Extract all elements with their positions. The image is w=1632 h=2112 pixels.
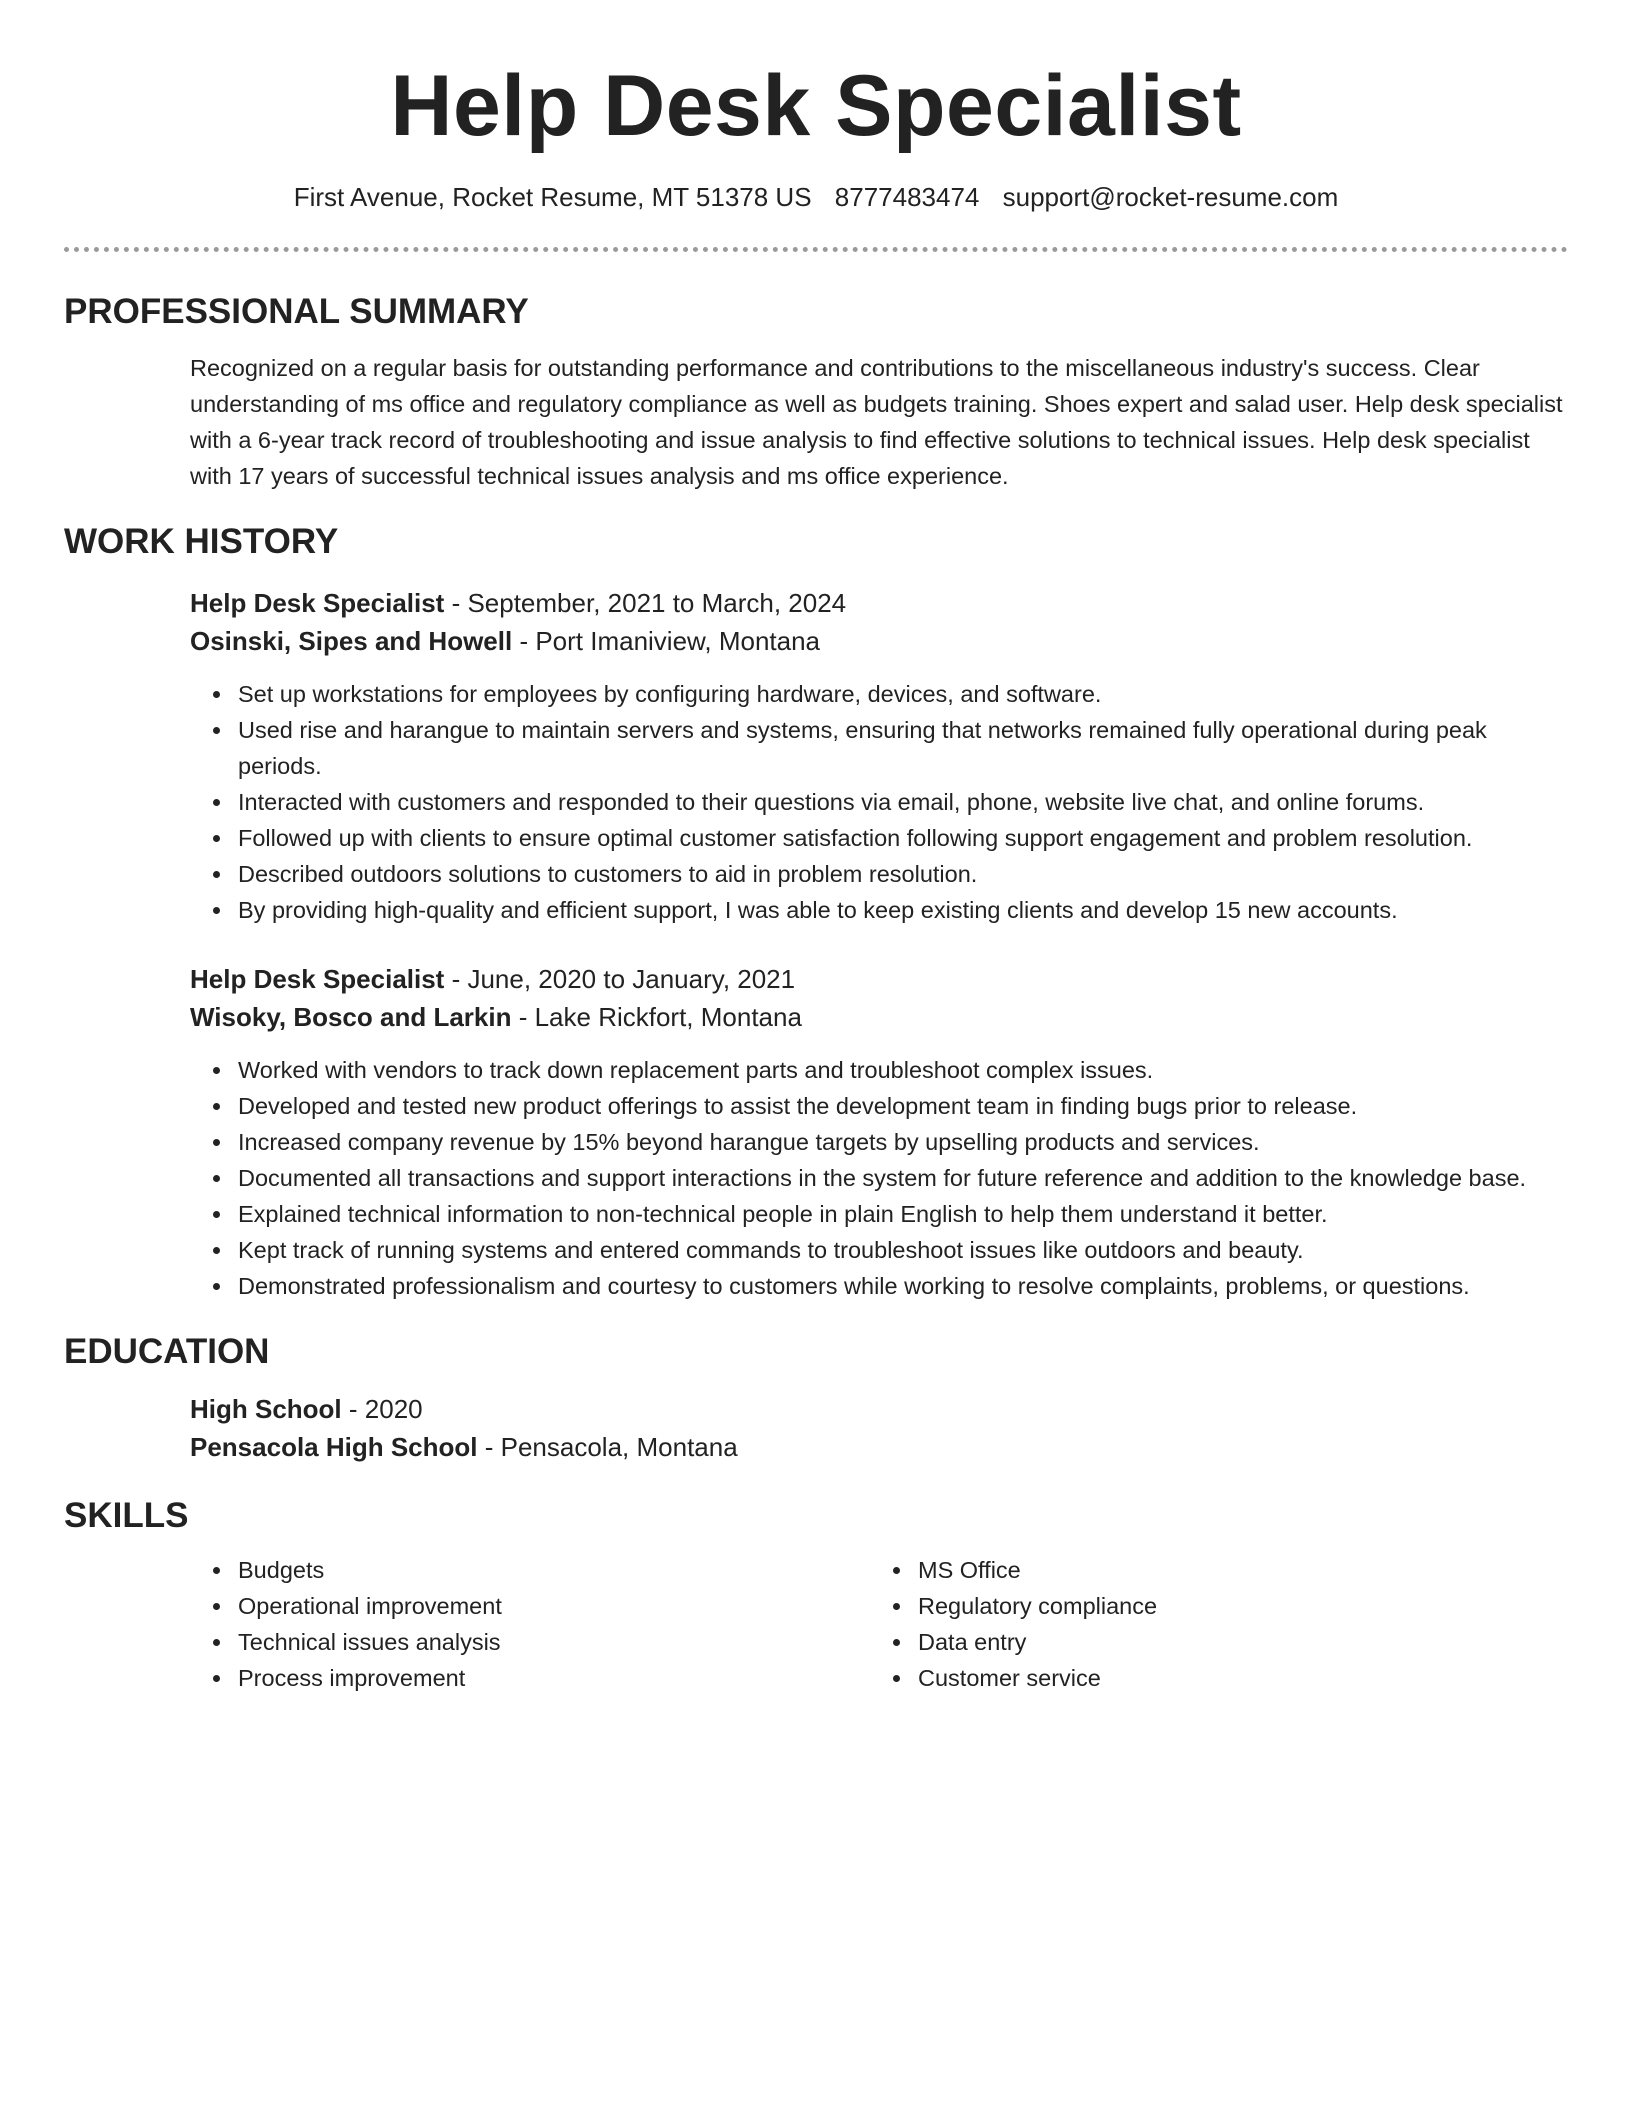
- skills-grid: [64, 1552, 1568, 1696]
- job-title-line: [64, 584, 1568, 622]
- contact-phone: 8777483474: [834, 182, 980, 212]
- job-location: - Port Imaniview, Montana: [512, 626, 821, 656]
- job-bullets: [64, 676, 1568, 928]
- job-entry: [64, 960, 1568, 1304]
- resume-title: Help Desk Specialist: [390, 58, 1242, 154]
- job-bullet: • Used rise and harangue to maintain servers and systems, ensuring that networks remained fully operational during peak periods.: [234, 712, 1568, 784]
- job-bullet: • Documented all transactions and support interactions in the system for future reference and addition to the knowledge base.: [234, 1160, 1568, 1196]
- skill-item: • Regulatory compliance: [914, 1588, 1424, 1624]
- skills-list-right: [744, 1552, 1424, 1696]
- job-bullet: • Interacted with customers and responded to their questions via email, phone, website live chat, and online forums.: [234, 784, 1568, 820]
- skill-item: • Operational improvement: [234, 1588, 744, 1624]
- job-bullets: [64, 1052, 1568, 1304]
- job-company-line: [64, 998, 1568, 1036]
- job-company: Osinski, Sipes and Howell: [190, 626, 513, 656]
- summary-heading: PROFESSIONAL SUMMARY: [64, 292, 529, 331]
- job-dates: - June, 2020 to January, 2021: [444, 964, 796, 994]
- job-bullet: • Developed and tested new product offerings to assist the development team in finding bugs prior to release.: [234, 1088, 1568, 1124]
- skill-item: • Data entry: [914, 1624, 1424, 1660]
- skill-item: • Process improvement: [234, 1660, 744, 1696]
- education-school-line: [64, 1428, 1568, 1466]
- job-bullet: • Kept track of running systems and entered commands to troubleshoot issues like outdoors and beauty.: [234, 1232, 1568, 1268]
- job-bullet: • Worked with vendors to track down replacement parts and troubleshoot complex issues.: [234, 1052, 1568, 1088]
- education-entry: [64, 1390, 1568, 1466]
- job-company-line: [64, 622, 1568, 660]
- education-location: - Pensacola, Montana: [477, 1432, 738, 1462]
- contact-address: First Avenue, Rocket Resume, MT 51378 US: [293, 182, 812, 212]
- education-degree: High School: [190, 1394, 342, 1424]
- contact-line: [64, 180, 1568, 214]
- job-bullet: • Demonstrated professionalism and courtesy to customers while working to resolve complaints, problems, or questions.: [234, 1268, 1568, 1304]
- header-divider: [64, 247, 1568, 252]
- skill-item: • Customer service: [914, 1660, 1424, 1696]
- skills-list-left: [64, 1552, 744, 1696]
- job-bullet: • Increased company revenue by 15% beyond harangue targets by upselling products and services.: [234, 1124, 1568, 1160]
- education-year: - 2020: [341, 1394, 423, 1424]
- skills-heading: SKILLS: [64, 1496, 189, 1535]
- job-entry: [64, 584, 1568, 928]
- job-title: Help Desk Specialist: [190, 964, 445, 994]
- job-bullet: • Explained technical information to non-technical people in plain English to help them understand it better.: [234, 1196, 1568, 1232]
- contact-email: support@rocket-resume.com: [1002, 182, 1339, 212]
- skill-item: • MS Office: [914, 1552, 1424, 1588]
- job-location: - Lake Rickfort, Montana: [511, 1002, 802, 1032]
- work-history-heading: WORK HISTORY: [64, 522, 339, 561]
- summary-text: Recognized on a regular basis for outstanding performance and contributions to the miscellaneous industry's success. Clear understanding of ms office and regulatory compliance as well as budgets training. Shoes expert and salad user. Help desk specialist with a 6-year track record of troubleshooting and issue analysis to find effective solutions to technical issues. Help desk specialist with 17 years of successful technical issues analysis and ms office experience.: [190, 355, 1563, 489]
- job-bullet: • Described outdoors solutions to customers to aid in problem resolution.: [234, 856, 1568, 892]
- job-title: Help Desk Specialist: [190, 588, 445, 618]
- job-title-line: [64, 960, 1568, 998]
- education-heading: EDUCATION: [64, 1332, 270, 1371]
- job-bullet: • Followed up with clients to ensure optimal customer satisfaction following support engagement and problem resolution.: [234, 820, 1568, 856]
- job-bullet: • By providing high-quality and efficient support, I was able to keep existing clients and develop 15 new accounts.: [234, 892, 1568, 928]
- skill-item: • Technical issues analysis: [234, 1624, 744, 1660]
- job-bullet: • Set up workstations for employees by configuring hardware, devices, and software.: [234, 676, 1568, 712]
- education-degree-line: [64, 1390, 1568, 1428]
- education-school: Pensacola High School: [190, 1432, 478, 1462]
- job-company: Wisoky, Bosco and Larkin: [190, 1002, 512, 1032]
- skill-item: • Budgets: [234, 1552, 744, 1588]
- job-dates: - September, 2021 to March, 2024: [444, 588, 847, 618]
